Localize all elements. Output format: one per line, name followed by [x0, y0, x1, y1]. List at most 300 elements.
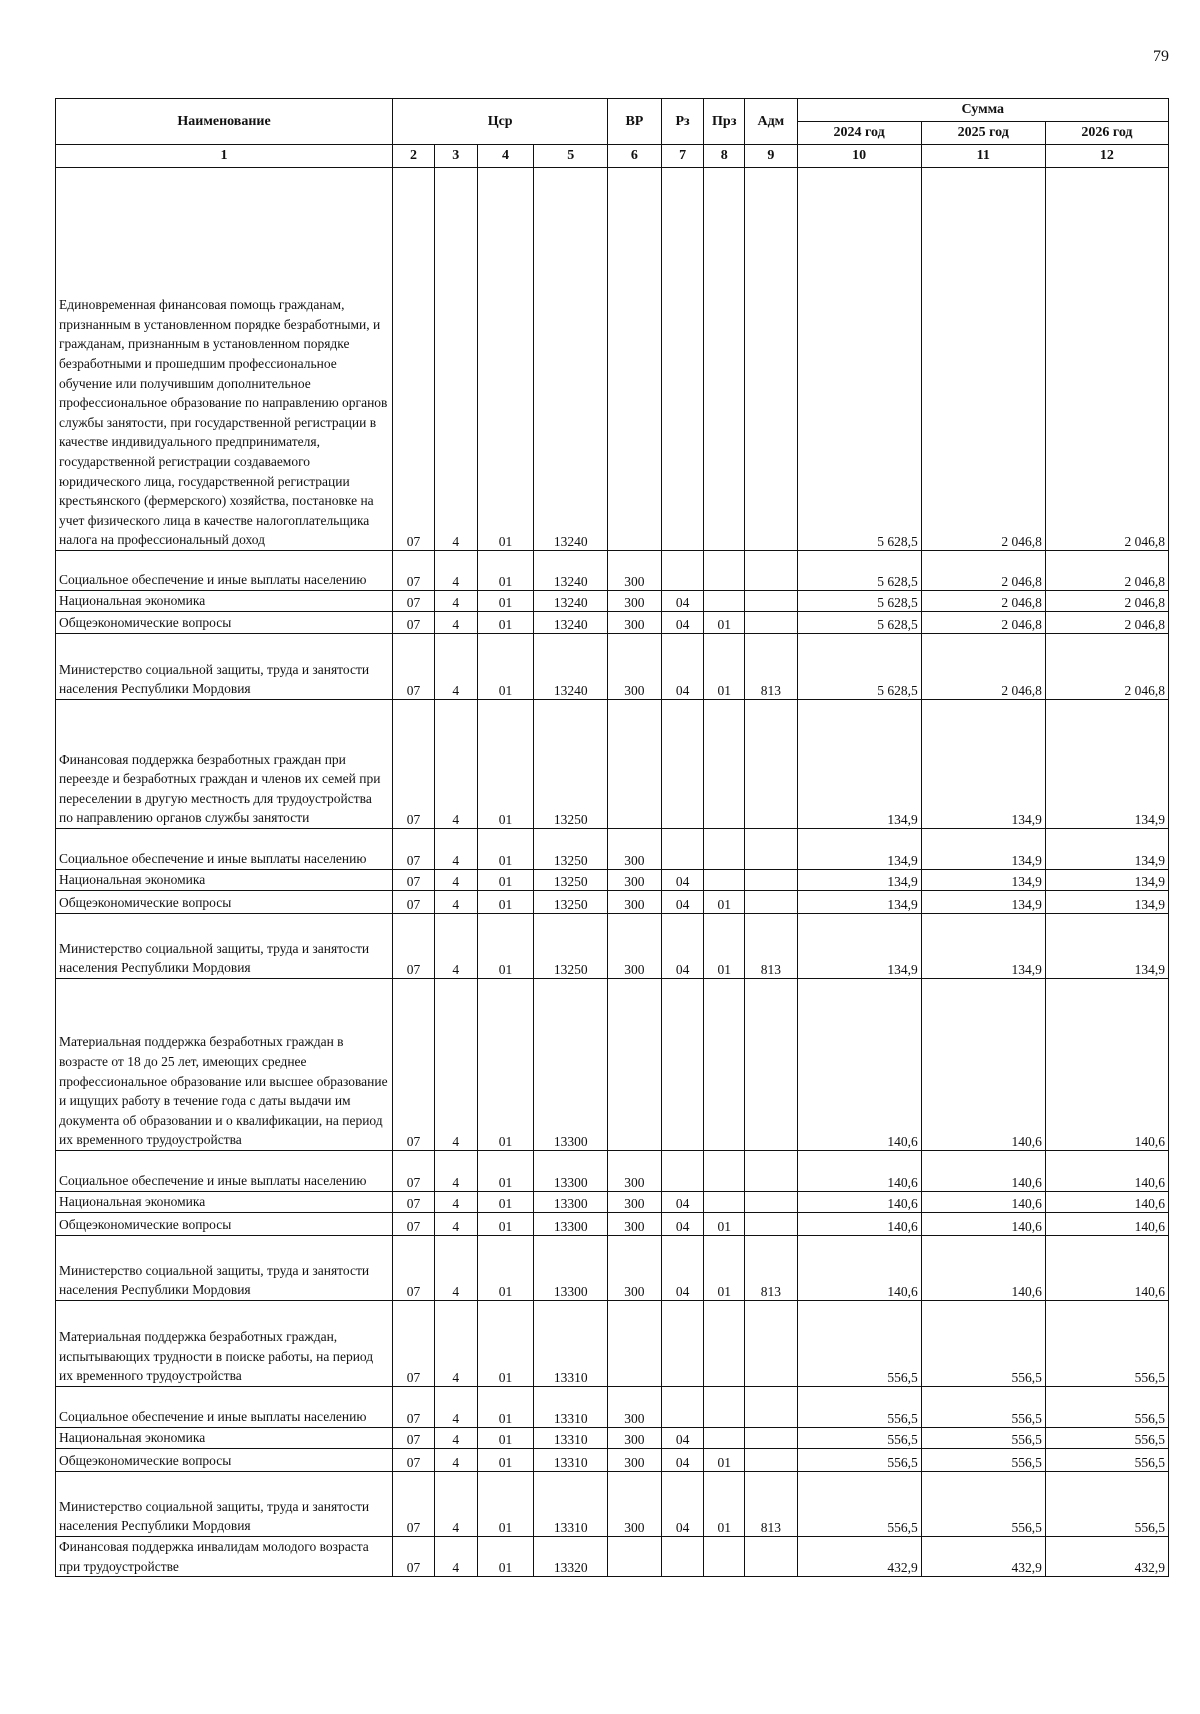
row-name: Министерство социальной защиты, труда и занятости населения Республики Мордовия: [56, 1472, 393, 1537]
table-row: [56, 1301, 1169, 1387]
code-2: 07: [393, 591, 435, 612]
table-row: [56, 914, 1169, 979]
prz-cell: [704, 829, 745, 870]
rz-cell: 04: [661, 1428, 704, 1449]
code-3: 4: [434, 591, 477, 612]
rz-cell: [661, 1387, 704, 1428]
vr-cell: 300: [608, 1236, 662, 1301]
prz-cell: 01: [704, 1449, 745, 1472]
table-row: [56, 979, 1169, 1151]
vr-cell: [608, 979, 662, 1151]
code-5: 13240: [534, 168, 608, 551]
rz-cell: 04: [661, 591, 704, 612]
vr-cell: 300: [608, 1449, 662, 1472]
amount-2025: 134,9: [921, 914, 1045, 979]
row-name: Социальное обеспечение и иные выплаты населению: [56, 829, 393, 870]
rz-cell: 04: [661, 634, 704, 700]
adm-cell: [745, 1387, 797, 1428]
budget-table: [55, 98, 1169, 1577]
code-4: 01: [477, 1236, 534, 1301]
amount-2025: 556,5: [921, 1428, 1045, 1449]
amount-2024: 556,5: [797, 1449, 921, 1472]
adm-cell: [745, 1192, 797, 1213]
amount-2026: 2 046,8: [1045, 551, 1168, 591]
amount-2026: 140,6: [1045, 1151, 1168, 1192]
col-csr-header: Цср: [393, 99, 608, 145]
code-2: 07: [393, 1151, 435, 1192]
code-4: 01: [477, 891, 534, 914]
code-4: 01: [477, 168, 534, 551]
amount-2024: 134,9: [797, 914, 921, 979]
code-5: 13240: [534, 591, 608, 612]
header-row-1: [56, 99, 1169, 122]
code-3: 4: [434, 979, 477, 1151]
code-3: 4: [434, 612, 477, 634]
row-name: Общеэкономические вопросы: [56, 612, 393, 634]
amount-2026: 134,9: [1045, 914, 1168, 979]
vr-cell: 300: [608, 914, 662, 979]
code-5: 13240: [534, 634, 608, 700]
prz-cell: 01: [704, 891, 745, 914]
code-4: 01: [477, 914, 534, 979]
adm-cell: [745, 1213, 797, 1236]
rz-cell: 04: [661, 1472, 704, 1537]
year-2024-header: 2024 год: [797, 122, 921, 145]
code-3: 4: [434, 634, 477, 700]
amount-2024: 5 628,5: [797, 591, 921, 612]
amount-2025: 134,9: [921, 891, 1045, 914]
amount-2026: 140,6: [1045, 1236, 1168, 1301]
prz-cell: [704, 1387, 745, 1428]
rz-cell: [661, 1301, 704, 1387]
code-5: 13310: [534, 1301, 608, 1387]
row-name: Национальная экономика: [56, 591, 393, 612]
code-5: 13300: [534, 979, 608, 1151]
amount-2026: 2 046,8: [1045, 168, 1168, 551]
rz-cell: 04: [661, 612, 704, 634]
rz-cell: 04: [661, 1192, 704, 1213]
row-name: Финансовая поддержка инвалидам молодого возраста при трудоустройстве: [56, 1537, 393, 1577]
adm-cell: [745, 1301, 797, 1387]
vr-cell: 300: [608, 829, 662, 870]
vr-cell: 300: [608, 551, 662, 591]
code-2: 07: [393, 1537, 435, 1577]
rz-cell: [661, 1537, 704, 1577]
amount-2026: 556,5: [1045, 1301, 1168, 1387]
column-number-3: 3: [434, 145, 477, 168]
amount-2026: 556,5: [1045, 1428, 1168, 1449]
column-number-1: 1: [56, 145, 393, 168]
code-2: 07: [393, 1301, 435, 1387]
table-body: [56, 168, 1169, 1577]
code-2: 07: [393, 634, 435, 700]
adm-cell: [745, 891, 797, 914]
code-4: 01: [477, 1472, 534, 1537]
table-row: [56, 1192, 1169, 1213]
amount-2026: 140,6: [1045, 1213, 1168, 1236]
prz-cell: [704, 551, 745, 591]
code-4: 01: [477, 612, 534, 634]
amount-2026: 556,5: [1045, 1449, 1168, 1472]
code-4: 01: [477, 870, 534, 891]
code-5: 13250: [534, 870, 608, 891]
code-5: 13300: [534, 1236, 608, 1301]
table-row: [56, 1151, 1169, 1192]
amount-2025: 2 046,8: [921, 168, 1045, 551]
row-name: Общеэкономические вопросы: [56, 1213, 393, 1236]
column-number-11: 11: [921, 145, 1045, 168]
col-prz-header: Прз: [704, 99, 745, 145]
row-name: Министерство социальной защиты, труда и занятости населения Республики Мордовия: [56, 634, 393, 700]
prz-cell: 01: [704, 1236, 745, 1301]
code-2: 07: [393, 891, 435, 914]
prz-cell: 01: [704, 634, 745, 700]
code-4: 01: [477, 551, 534, 591]
amount-2025: 140,6: [921, 1236, 1045, 1301]
amount-2025: 556,5: [921, 1472, 1045, 1537]
table-row: [56, 634, 1169, 700]
amount-2024: 134,9: [797, 870, 921, 891]
code-3: 4: [434, 1537, 477, 1577]
column-number-12: 12: [1045, 145, 1168, 168]
amount-2024: 556,5: [797, 1387, 921, 1428]
code-2: 07: [393, 1192, 435, 1213]
code-3: 4: [434, 1472, 477, 1537]
vr-cell: [608, 168, 662, 551]
code-3: 4: [434, 700, 477, 829]
code-5: 13300: [534, 1192, 608, 1213]
column-number-4: 4: [477, 145, 534, 168]
code-5: 13310: [534, 1387, 608, 1428]
amount-2025: 432,9: [921, 1537, 1045, 1577]
code-5: 13250: [534, 914, 608, 979]
code-5: 13250: [534, 891, 608, 914]
amount-2024: 140,6: [797, 979, 921, 1151]
rz-cell: [661, 1151, 704, 1192]
amount-2025: 2 046,8: [921, 634, 1045, 700]
adm-cell: [745, 1151, 797, 1192]
prz-cell: 01: [704, 1472, 745, 1537]
rz-cell: [661, 551, 704, 591]
code-2: 07: [393, 829, 435, 870]
row-name: Национальная экономика: [56, 1428, 393, 1449]
amount-2025: 134,9: [921, 700, 1045, 829]
table-row: [56, 1449, 1169, 1472]
table-row: [56, 1428, 1169, 1449]
adm-cell: 813: [745, 914, 797, 979]
adm-cell: [745, 700, 797, 829]
prz-cell: [704, 1192, 745, 1213]
rz-cell: [661, 168, 704, 551]
vr-cell: 300: [608, 612, 662, 634]
amount-2024: 5 628,5: [797, 551, 921, 591]
rz-cell: 04: [661, 891, 704, 914]
amount-2024: 5 628,5: [797, 612, 921, 634]
amount-2024: 140,6: [797, 1192, 921, 1213]
code-3: 4: [434, 1151, 477, 1192]
code-5: 13250: [534, 700, 608, 829]
vr-cell: 300: [608, 1213, 662, 1236]
row-name: Финансовая поддержка безработных граждан при переезде и безработных граждан и членов их семей при переселении в другую местность для трудоустройства по направлению органов службы занятости: [56, 700, 393, 829]
code-3: 4: [434, 551, 477, 591]
adm-cell: [745, 591, 797, 612]
adm-cell: [745, 551, 797, 591]
vr-cell: 300: [608, 1472, 662, 1537]
adm-cell: 813: [745, 1472, 797, 1537]
amount-2024: 134,9: [797, 891, 921, 914]
amount-2025: 2 046,8: [921, 591, 1045, 612]
code-2: 07: [393, 1449, 435, 1472]
code-2: 07: [393, 979, 435, 1151]
rz-cell: [661, 979, 704, 1151]
code-2: 07: [393, 1428, 435, 1449]
adm-cell: [745, 870, 797, 891]
table-row: [56, 870, 1169, 891]
amount-2026: 140,6: [1045, 1192, 1168, 1213]
code-2: 07: [393, 914, 435, 979]
column-number-5: 5: [534, 145, 608, 168]
column-number-row: [56, 145, 1169, 168]
col-adm-header: Адм: [745, 99, 797, 145]
code-3: 4: [434, 914, 477, 979]
code-5: 13310: [534, 1472, 608, 1537]
code-3: 4: [434, 1449, 477, 1472]
code-2: 07: [393, 612, 435, 634]
prz-cell: [704, 1301, 745, 1387]
amount-2024: 432,9: [797, 1537, 921, 1577]
code-3: 4: [434, 1301, 477, 1387]
amount-2026: 134,9: [1045, 870, 1168, 891]
code-5: 13320: [534, 1537, 608, 1577]
row-name: Единовременная финансовая помощь гражданам, признанным в установленном порядке безработными, и гражданам, признанным в установленном порядке безработными и прошедшим профессиональное обучение или получившим дополнительное профессиональное образование по направлению органов службы занятости, при государственной регистрации в качестве индивидуального предпринимателя, государственной регистрации создаваемого юридического лица, государственной регистрации крестьянского (фермерского) хозяйства, постановке на учет физического лица в качестве налогоплательщика налога на профессиональный доход: [56, 168, 393, 551]
code-4: 01: [477, 1213, 534, 1236]
table-row: [56, 591, 1169, 612]
prz-cell: [704, 700, 745, 829]
code-4: 01: [477, 1428, 534, 1449]
table-row: [56, 891, 1169, 914]
code-3: 4: [434, 1428, 477, 1449]
amount-2025: 134,9: [921, 870, 1045, 891]
code-3: 4: [434, 870, 477, 891]
row-name: Материальная поддержка безработных граждан, испытывающих трудности в поиске работы, на период их временного трудоустройства: [56, 1301, 393, 1387]
code-3: 4: [434, 1387, 477, 1428]
row-name: Министерство социальной защиты, труда и занятости населения Республики Мордовия: [56, 1236, 393, 1301]
amount-2024: 5 628,5: [797, 168, 921, 551]
vr-cell: [608, 1537, 662, 1577]
prz-cell: [704, 168, 745, 551]
amount-2025: 140,6: [921, 1213, 1045, 1236]
code-4: 01: [477, 700, 534, 829]
column-number-6: 6: [608, 145, 662, 168]
column-number-10: 10: [797, 145, 921, 168]
code-2: 07: [393, 1472, 435, 1537]
amount-2025: 556,5: [921, 1301, 1045, 1387]
prz-cell: [704, 1151, 745, 1192]
row-name: Общеэкономические вопросы: [56, 891, 393, 914]
vr-cell: 300: [608, 591, 662, 612]
table-row: [56, 700, 1169, 829]
table-row: [56, 1472, 1169, 1537]
adm-cell: [745, 829, 797, 870]
code-4: 01: [477, 1151, 534, 1192]
prz-cell: [704, 1537, 745, 1577]
amount-2024: 5 628,5: [797, 634, 921, 700]
code-2: 07: [393, 700, 435, 829]
code-4: 01: [477, 1192, 534, 1213]
adm-cell: 813: [745, 634, 797, 700]
code-2: 07: [393, 870, 435, 891]
amount-2025: 140,6: [921, 1151, 1045, 1192]
amount-2024: 134,9: [797, 700, 921, 829]
code-3: 4: [434, 1236, 477, 1301]
prz-cell: [704, 591, 745, 612]
code-2: 07: [393, 1236, 435, 1301]
table-row: [56, 1213, 1169, 1236]
code-5: 13240: [534, 612, 608, 634]
amount-2025: 140,6: [921, 1192, 1045, 1213]
year-2025-header: 2025 год: [921, 122, 1045, 145]
prz-cell: 01: [704, 612, 745, 634]
rz-cell: 04: [661, 914, 704, 979]
code-4: 01: [477, 1387, 534, 1428]
vr-cell: 300: [608, 1387, 662, 1428]
amount-2026: 134,9: [1045, 829, 1168, 870]
code-4: 01: [477, 591, 534, 612]
amount-2026: 2 046,8: [1045, 591, 1168, 612]
amount-2026: 2 046,8: [1045, 612, 1168, 634]
code-5: 13250: [534, 829, 608, 870]
code-5: 13240: [534, 551, 608, 591]
code-4: 01: [477, 634, 534, 700]
amount-2026: 140,6: [1045, 979, 1168, 1151]
rz-cell: 04: [661, 870, 704, 891]
amount-2024: 134,9: [797, 829, 921, 870]
amount-2026: 432,9: [1045, 1537, 1168, 1577]
vr-cell: 300: [608, 1192, 662, 1213]
code-5: 13310: [534, 1428, 608, 1449]
code-2: 07: [393, 1213, 435, 1236]
column-number-7: 7: [661, 145, 704, 168]
year-2026-header: 2026 год: [1045, 122, 1168, 145]
amount-2024: 140,6: [797, 1151, 921, 1192]
table-row: [56, 1387, 1169, 1428]
col-rz-header: Рз: [661, 99, 704, 145]
amount-2025: 2 046,8: [921, 612, 1045, 634]
vr-cell: 300: [608, 1151, 662, 1192]
amount-2025: 556,5: [921, 1449, 1045, 1472]
code-3: 4: [434, 891, 477, 914]
code-3: 4: [434, 1213, 477, 1236]
code-3: 4: [434, 168, 477, 551]
rz-cell: 04: [661, 1213, 704, 1236]
prz-cell: [704, 1428, 745, 1449]
code-4: 01: [477, 829, 534, 870]
column-number-9: 9: [745, 145, 797, 168]
column-number-8: 8: [704, 145, 745, 168]
prz-cell: 01: [704, 1213, 745, 1236]
prz-cell: [704, 979, 745, 1151]
prz-cell: 01: [704, 914, 745, 979]
col-vr-header: ВР: [608, 99, 662, 145]
row-name: Национальная экономика: [56, 870, 393, 891]
code-4: 01: [477, 1449, 534, 1472]
code-5: 13300: [534, 1151, 608, 1192]
row-name: Социальное обеспечение и иные выплаты населению: [56, 1151, 393, 1192]
vr-cell: 300: [608, 891, 662, 914]
code-2: 07: [393, 168, 435, 551]
adm-cell: 813: [745, 1236, 797, 1301]
code-4: 01: [477, 1537, 534, 1577]
row-name: Министерство социальной защиты, труда и занятости населения Республики Мордовия: [56, 914, 393, 979]
adm-cell: [745, 612, 797, 634]
vr-cell: 300: [608, 870, 662, 891]
amount-2024: 556,5: [797, 1301, 921, 1387]
col-sum-header: Сумма: [797, 99, 1168, 122]
code-3: 4: [434, 829, 477, 870]
vr-cell: 300: [608, 634, 662, 700]
amount-2026: 2 046,8: [1045, 634, 1168, 700]
amount-2024: 556,5: [797, 1428, 921, 1449]
code-2: 07: [393, 551, 435, 591]
amount-2024: 140,6: [797, 1213, 921, 1236]
code-5: 13310: [534, 1449, 608, 1472]
code-5: 13300: [534, 1213, 608, 1236]
adm-cell: [745, 1428, 797, 1449]
table-row: [56, 1236, 1169, 1301]
table-row: [56, 1537, 1169, 1577]
vr-cell: [608, 1301, 662, 1387]
rz-cell: [661, 829, 704, 870]
amount-2024: 140,6: [797, 1236, 921, 1301]
table-row: [56, 829, 1169, 870]
code-3: 4: [434, 1192, 477, 1213]
code-4: 01: [477, 1301, 534, 1387]
row-name: Социальное обеспечение и иные выплаты населению: [56, 551, 393, 591]
col-name-header: Наименование: [56, 99, 393, 145]
vr-cell: 300: [608, 1428, 662, 1449]
amount-2025: 140,6: [921, 979, 1045, 1151]
row-name: Общеэкономические вопросы: [56, 1449, 393, 1472]
column-number-2: 2: [393, 145, 435, 168]
table-row: [56, 551, 1169, 591]
amount-2025: 2 046,8: [921, 551, 1045, 591]
adm-cell: [745, 979, 797, 1151]
amount-2026: 556,5: [1045, 1387, 1168, 1428]
table-row: [56, 168, 1169, 551]
amount-2026: 134,9: [1045, 891, 1168, 914]
code-2: 07: [393, 1387, 435, 1428]
row-name: Национальная экономика: [56, 1192, 393, 1213]
row-name: Социальное обеспечение и иные выплаты населению: [56, 1387, 393, 1428]
page-number: 79: [1153, 48, 1169, 65]
rz-cell: 04: [661, 1449, 704, 1472]
prz-cell: [704, 870, 745, 891]
adm-cell: [745, 1537, 797, 1577]
vr-cell: [608, 700, 662, 829]
amount-2026: 556,5: [1045, 1472, 1168, 1537]
adm-cell: [745, 168, 797, 551]
rz-cell: [661, 700, 704, 829]
adm-cell: [745, 1449, 797, 1472]
table-row: [56, 612, 1169, 634]
row-name: Материальная поддержка безработных граждан в возрасте от 18 до 25 лет, имеющих среднее профессиональное образование или высшее образование и ищущих работу в течение года с даты выдачи им документа об образовании и о квалификации, на период их временного трудоустройства: [56, 979, 393, 1151]
amount-2025: 556,5: [921, 1387, 1045, 1428]
amount-2026: 134,9: [1045, 700, 1168, 829]
amount-2024: 556,5: [797, 1472, 921, 1537]
rz-cell: 04: [661, 1236, 704, 1301]
amount-2025: 134,9: [921, 829, 1045, 870]
code-4: 01: [477, 979, 534, 1151]
